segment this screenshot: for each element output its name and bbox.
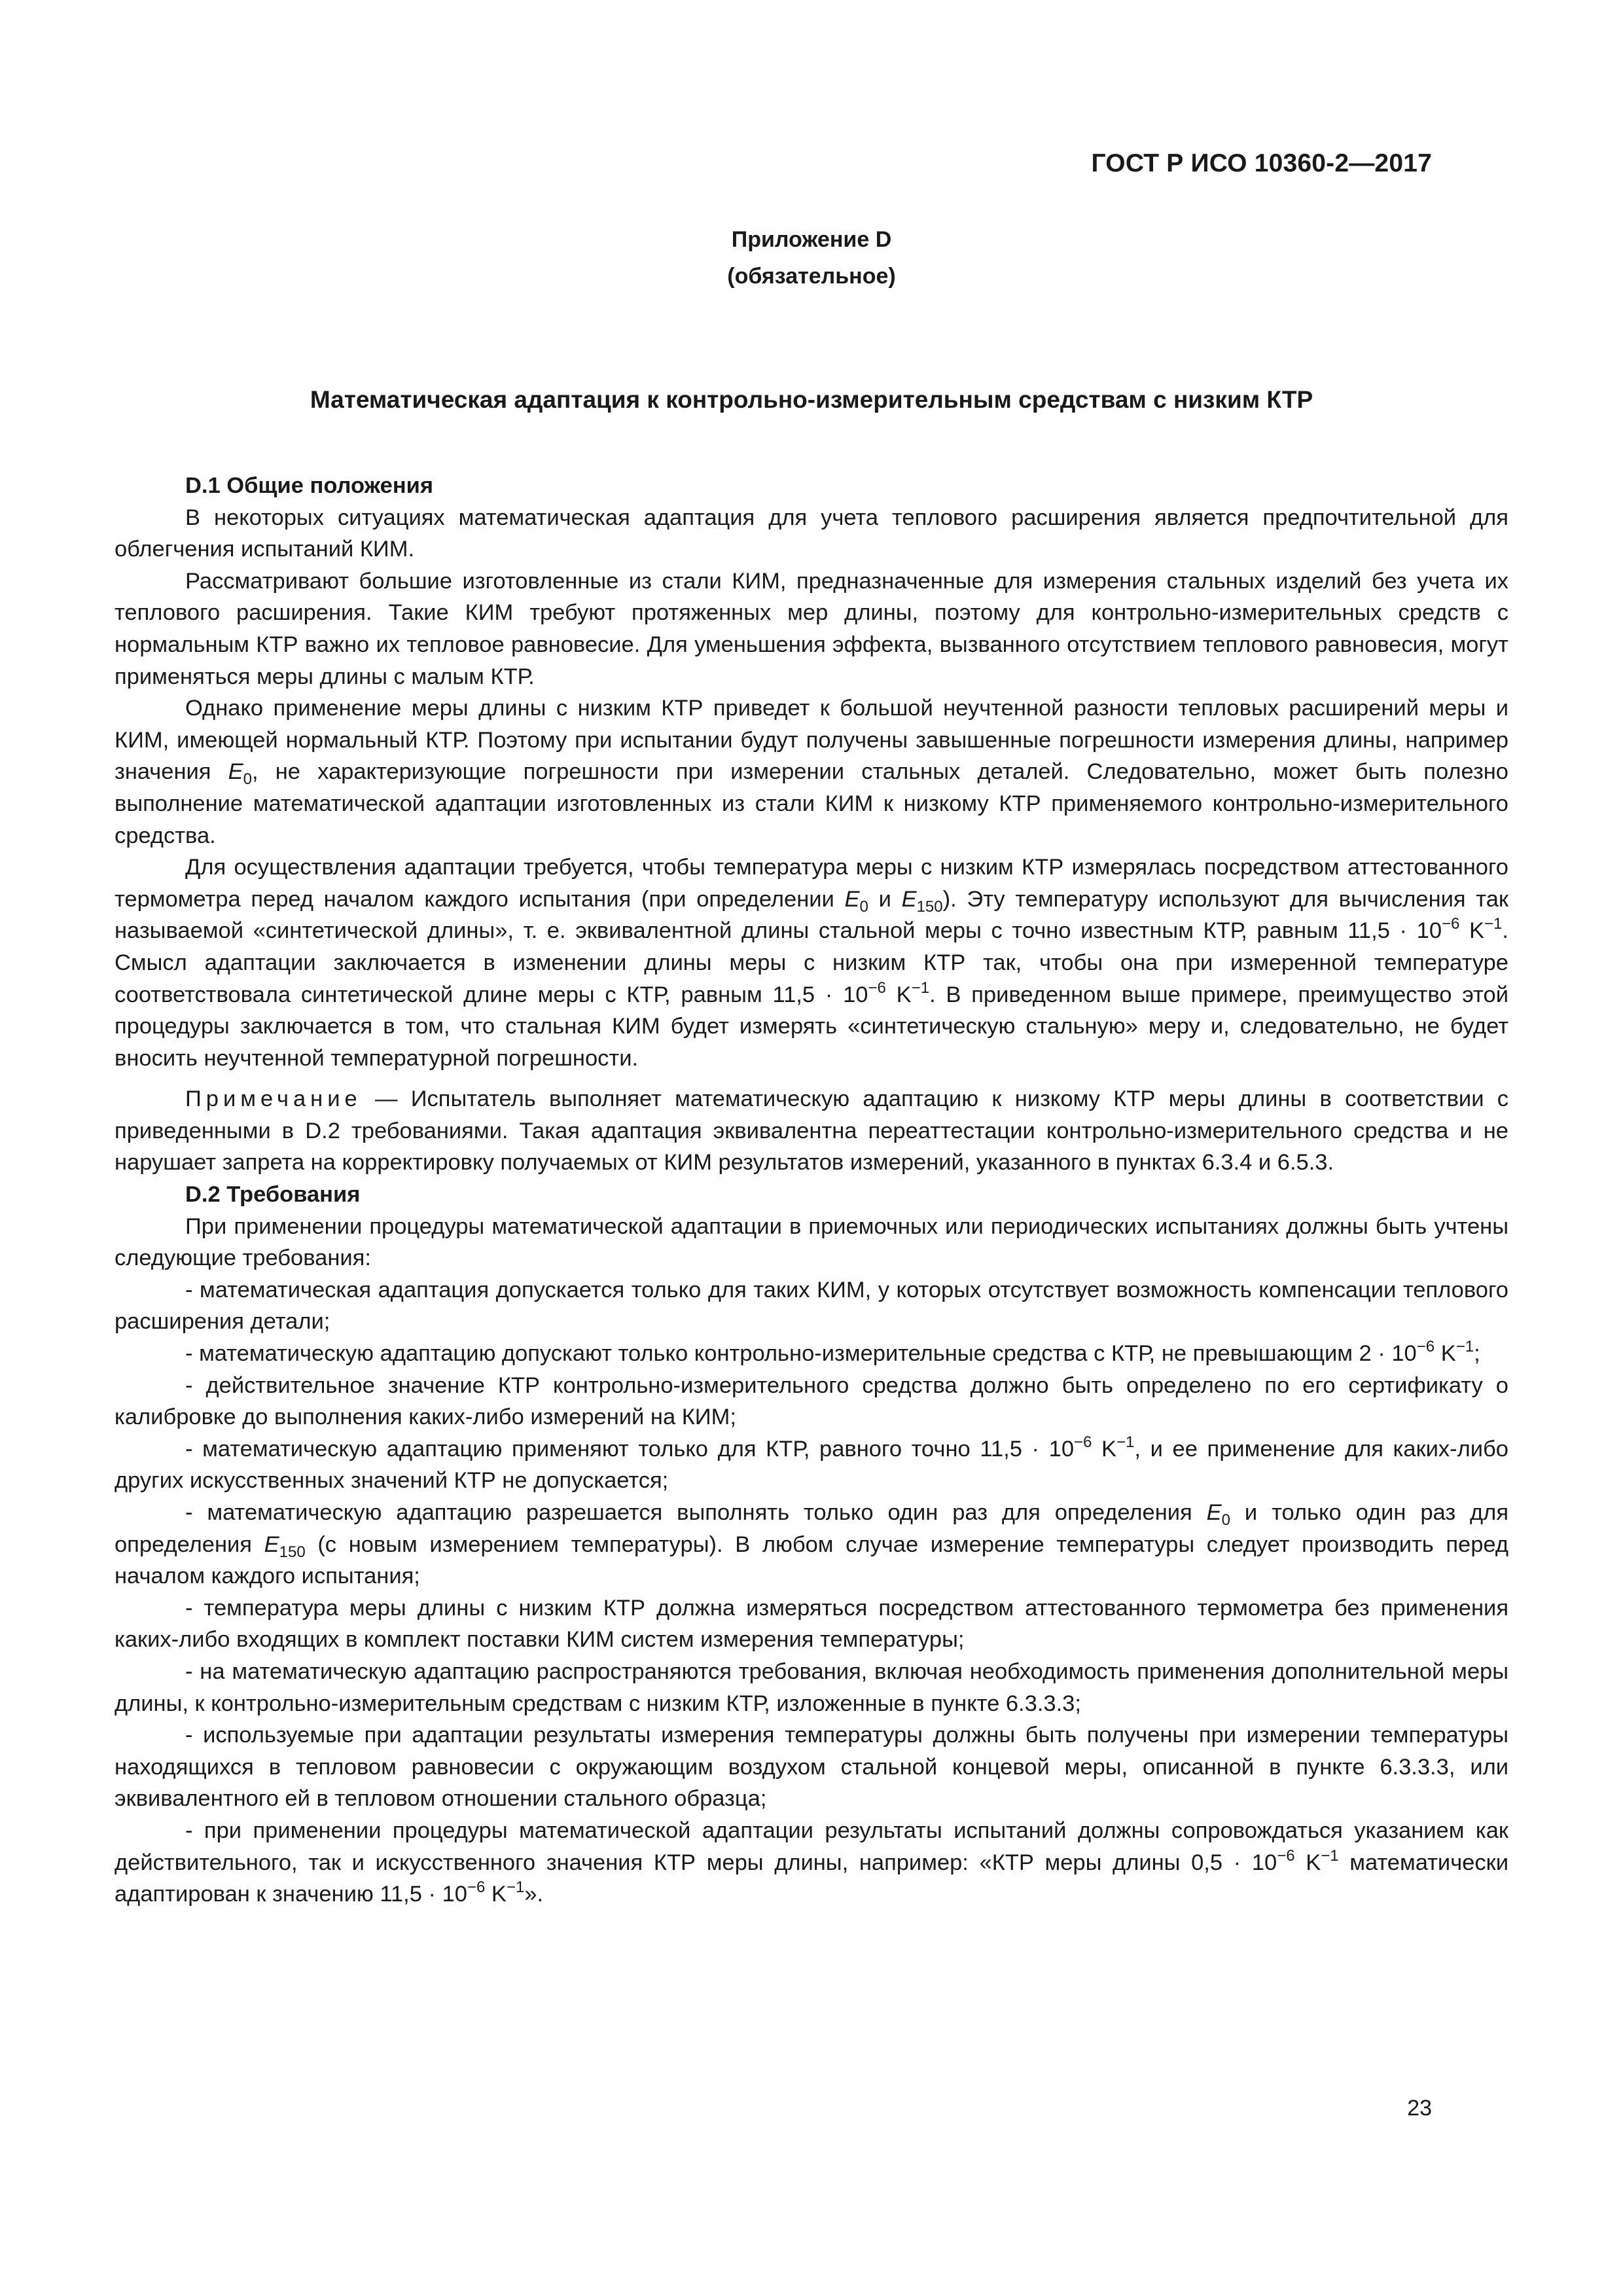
paragraph: Рассматривают большие изготовленные из стали КИМ, предназначенные для измерения стальных изделий без учета их теплового расширения. Такие КИМ требуют протяженных мер длины, поэтому для контрольно-измерительных средств с нормальным КТР важно их тепловое равновесие. Для уменьшения эффекта, вызванного отсутствием теплового равновесия, могут применяться меры длины с малым КТР. (115, 568, 1508, 689)
requirement-item: - математическую адаптацию допускают только контрольно-измерительные средства с КТР, не превышающим $2 \cdot 10^{-6}$ $K^{-1}$; (185, 1338, 1480, 1367)
document-body (115, 470, 1508, 1910)
paragraph: Для осуществления адаптации требуется, чтобы температура меры с низким КТР измерялась посредством аттестованного термометра перед началом каждого испытания (при определении $E_0$ и $E_{150}$). Эту температуру используют для вычисления так называемой «синтетической длины», т. е. эквивалентной длины стальной меры с точно известным КТР, равным $11,5 \cdot 10^{-6}$ $K^{-1}$. Смысл адаптации заключается в изменении длины меры с низким КТР так, чтобы она при измеренной температуре соответствовала синтетической длине меры с КТР, равным $11,5 \cdot 10^{-6}$ $K^{-1}$. В приведенном выше примере, преимущество этой процедуры заключается в том, что стальная КИМ будет измерять «синтетическую стальную» меру и, следовательно, не будет вносить неучтенной температурной погрешности. (115, 855, 1508, 1071)
section-d1-heading: D.1 Общие положения (185, 473, 434, 498)
note-paragraph: Примечание — Испытатель выполняет математическую адаптацию к низкому КТР меры длины в соответствии с приведенными в D.2 требованиями. Такая адаптация эквивалентна переаттестации контрольно-измерительного средства и не нарушает запрета на корректировку получаемых от КИМ результатов измерений, указанного в пунктах 6.3.4 и 6.5.3. (115, 1086, 1508, 1175)
annex-label: Приложение D (731, 227, 892, 252)
annex-title: Математическая адаптация к контрольно-измерительным средствам с низким КТР (310, 386, 1313, 413)
note-label: Примечание (185, 1086, 362, 1112)
page-number: 23 (1407, 2096, 1432, 2121)
requirement-item: - математическую адаптацию разрешается выполнять только один раз для определения $E_0$ и только один раз для определения $E_{150}$ (с новым измерением температуры). В любом случае измерение температуры следует производить перед началом каждого испытания; (115, 1500, 1508, 1589)
requirement-item: - используемые при адаптации результаты измерения температуры должны быть получены при измерении температуры находящихся в тепловом равновесии с окружающим воздухом стальной концевой меры, описанной в пункте 6.3.3.3, или эквивалентного ей в тепловом отношении стального образца; (115, 1723, 1508, 1812)
requirement-item: - математическую адаптацию применяют только для КТР, равного точно $11,5 \cdot 10^{-6}$ $K^{-1}$, и ее применение для каких-либо других искусственных значений КТР не допускается; (115, 1433, 1508, 1494)
section-d2-heading: D.2 Требования (185, 1182, 361, 1208)
paragraph: В некоторых ситуациях математическая адаптация для учета теплового расширения является предпочтительной для облегчения испытаний КИМ. (115, 505, 1508, 562)
requirement-item: - действительное значение КТР контрольно-измерительного средства должно быть определено по его сертификату о калибровке до выполнения каких-либо измерений на КИМ; (115, 1372, 1508, 1430)
paragraph: Однако применение меры длины с низким КТР приведет к большой неучтенной разности тепловых расширений меры и КИМ, имеющей нормальный КТР. Поэтому при испытании будут получены завышенные погрешности измерения длины, например значения $E_0$, не характеризующие погрешности при измерении стальных деталей. Следовательно, может быть полезно выполнение математической адаптации изготовленных из стали КИМ к низкому КТР применяемого контрольно-измерительного средства. (115, 696, 1508, 848)
requirement-item: - температура меры длины с низким КТР должна измеряться посредством аттестованного термометра без применения каких-либо входящих в комплект поставки КИМ систем измерения температуры; (115, 1595, 1508, 1653)
requirement-item: - математическая адаптация допускается только для таких КИМ, у которых отсутствует возможность компенсации теплового расширения детали; (115, 1277, 1508, 1335)
annex-status: (обязательное) (727, 264, 896, 289)
annex-heading (0, 221, 1623, 295)
requirement-item: - при применении процедуры математической адаптации результаты испытаний должны сопровождаться указанием как действительного, так и искусственного значения КТР меры длины, например: «КТР меры длины $0,5 \cdot 10^{-6}$ $K^{-1}$ математически адаптирован к значению $11,5 \cdot 10^{-6}$ $K^{-1}$». (115, 1818, 1508, 1907)
paragraph: При применении процедуры математической адаптации в приемочных или периодических испытаниях должны быть учтены следующие требования: (115, 1213, 1508, 1271)
requirement-item: - на математическую адаптацию распространяются требования, включая необходимость применения дополнительной меры длины, к контрольно-измерительным средствам с низким КТР, изложенные в пункте 6.3.3.3; (115, 1659, 1508, 1716)
standard-designation: ГОСТ Р ИСО 10360-2—2017 (1091, 149, 1432, 177)
